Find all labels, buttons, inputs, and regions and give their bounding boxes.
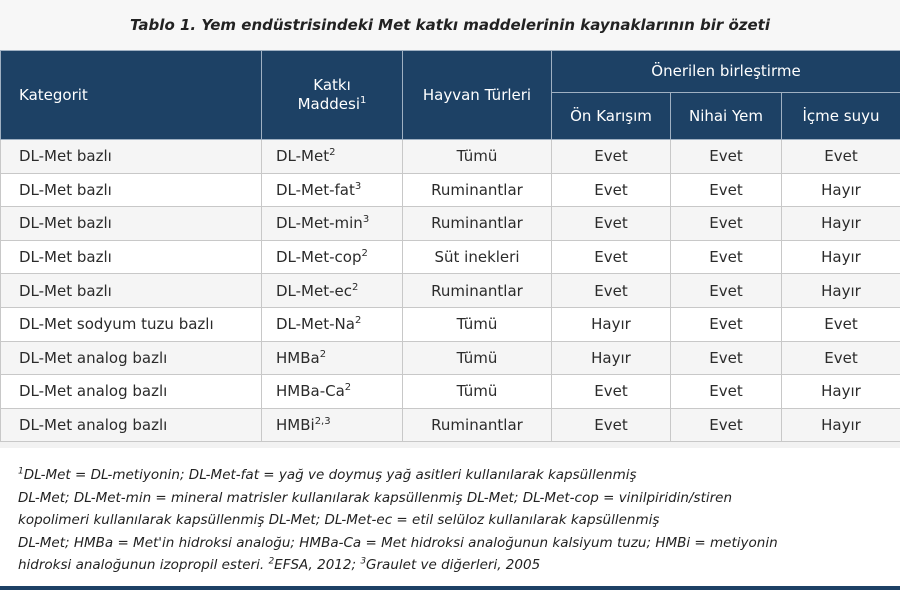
footnote-line-4: DL-Met; HMBa = Met'in hidroksi analoğu; HMBa-Ca = Met hidroksi analoğunun kalsiyum tuzu; HMBi = metiyonin — [18, 534, 778, 551]
cell-on-karisim — [552, 341, 671, 375]
cell-katki-text: DL-Met-cop — [276, 248, 362, 267]
table-row — [1, 408, 900, 442]
cell-nihai-yem-text: Evet — [709, 147, 743, 166]
cell-nihai-yem-text: Evet — [709, 214, 743, 233]
footnote-text-5b: EFSA, 2012; — [274, 557, 361, 573]
table-row — [1, 274, 900, 308]
cell-kategori — [1, 207, 262, 241]
cell-icme-suyu-text: Hayır — [821, 416, 861, 435]
cell-kategori-text: DL-Met analog bazlı — [19, 416, 168, 435]
header-onerilen-birlestirme: Önerilen birleştirme — [552, 51, 900, 93]
table-row — [1, 307, 900, 341]
cell-nihai-yem-text: Evet — [709, 248, 743, 267]
footnote-line-1 — [18, 464, 882, 487]
cell-nihai-yem — [671, 207, 782, 241]
header-kategori: Kategorit — [1, 51, 262, 140]
bottom-rule — [0, 586, 900, 590]
cell-icme-suyu — [782, 140, 900, 174]
cell-on-karisim-text: Evet — [594, 180, 628, 199]
cell-katki-sup: 3 — [354, 180, 362, 192]
cell-icme-suyu — [782, 173, 900, 207]
table-body — [1, 140, 900, 442]
cell-hayvan — [403, 240, 552, 274]
cell-katki-sup: 2 — [354, 315, 362, 327]
cell-on-karisim-text: Hayır — [591, 315, 631, 334]
cell-katki — [262, 408, 403, 442]
cell-on-karisim — [552, 240, 671, 274]
cell-kategori — [1, 240, 262, 274]
cell-katki — [262, 173, 403, 207]
cell-nihai-yem-text: Evet — [709, 315, 743, 334]
footnote-text-5a: hidroksi analoğunun izopropil esteri. — [18, 557, 269, 573]
cell-katki — [262, 341, 403, 375]
cell-katki-text: HMBa-Ca — [276, 382, 345, 401]
cell-nihai-yem — [671, 274, 782, 308]
methionine-additives-table — [0, 50, 900, 442]
cell-katki — [262, 274, 403, 308]
cell-nihai-yem-text: Evet — [709, 281, 743, 300]
cell-katki-text: DL-Met-fat — [276, 180, 355, 199]
cell-icme-suyu — [782, 408, 900, 442]
cell-icme-suyu-text: Hayır — [821, 180, 861, 199]
header-katki-line2: Maddesi — [297, 95, 360, 113]
cell-hayvan-text: Ruminantlar — [431, 180, 523, 199]
cell-icme-suyu-text: Evet — [824, 315, 858, 334]
cell-kategori — [1, 173, 262, 207]
cell-icme-suyu-text: Hayır — [821, 214, 861, 233]
table-row — [1, 341, 900, 375]
cell-kategori-text: DL-Met bazlı — [19, 281, 112, 300]
cell-nihai-yem-text: Evet — [709, 416, 743, 435]
table-row — [1, 173, 900, 207]
cell-hayvan — [403, 375, 552, 409]
cell-icme-suyu-text: Hayır — [821, 248, 861, 267]
cell-on-karisim-text: Evet — [594, 248, 628, 267]
cell-icme-suyu-text: Hayır — [821, 281, 861, 300]
cell-nihai-yem-text: Evet — [709, 180, 743, 199]
footnote-sup-2: 2 — [268, 556, 275, 567]
cell-nihai-yem — [671, 341, 782, 375]
cell-katki-sup: 2 — [361, 248, 368, 260]
header-on-karisim: Ön Karışım — [552, 93, 671, 140]
cell-on-karisim-text: Hayır — [591, 348, 631, 367]
cell-hayvan — [403, 140, 552, 174]
cell-katki-sup: 2 — [344, 382, 352, 394]
cell-katki-sup: 2 — [352, 281, 359, 293]
cell-kategori — [1, 408, 262, 442]
cell-hayvan-text: Ruminantlar — [431, 416, 523, 435]
cell-nihai-yem — [671, 173, 782, 207]
footnote-line-3: kopolimeri kullanılarak kapsüllenmiş DL-Met; DL-Met-ec = etil selüloz kullanılarak kapsüllenmiş — [18, 512, 660, 528]
cell-on-karisim — [552, 140, 671, 174]
cell-katki — [262, 207, 403, 241]
table-row — [1, 240, 900, 274]
cell-kategori-text: DL-Met bazlı — [19, 214, 112, 233]
cell-kategori-text: DL-Met bazlı — [19, 147, 112, 166]
cell-katki — [262, 375, 403, 409]
cell-katki — [262, 240, 403, 274]
cell-kategori-text: DL-Met analog bazlı — [19, 348, 168, 367]
table-row — [1, 207, 900, 241]
cell-on-karisim-text: Evet — [594, 214, 628, 233]
cell-katki-text: DL-Met-min — [276, 214, 363, 233]
cell-on-karisim — [552, 307, 671, 341]
cell-katki-text: DL-Met — [276, 147, 330, 166]
cell-hayvan-text: Ruminantlar — [431, 281, 523, 300]
cell-katki-text: HMBi — [276, 416, 315, 435]
cell-katki — [262, 140, 403, 174]
cell-hayvan-text: Süt inekleri — [434, 248, 520, 267]
cell-on-karisim-text: Evet — [594, 416, 628, 435]
footnote-text-5c: Graulet ve diğerleri, 2005 — [366, 557, 541, 573]
cell-hayvan-text: Tümü — [456, 348, 498, 367]
cell-nihai-yem-text: Evet — [709, 348, 743, 367]
cell-katki-text: DL-Met-Na — [276, 315, 355, 334]
cell-on-karisim — [552, 375, 671, 409]
cell-on-karisim — [552, 274, 671, 308]
cell-kategori-text: DL-Met analog bazlı — [19, 382, 168, 401]
cell-katki-text: DL-Met-ec — [276, 281, 352, 300]
cell-nihai-yem — [671, 307, 782, 341]
footnote-text-1: DL-Met = DL-metiyonin; DL-Met-fat = yağ ve doymuş yağ asitleri kullanılarak kapsüllenmiş — [23, 467, 637, 483]
cell-katki-sup: 2,3 — [314, 416, 331, 428]
header-icme-suyu: İçme suyu — [782, 93, 900, 140]
cell-hayvan — [403, 173, 552, 207]
table-row — [1, 375, 900, 409]
cell-hayvan — [403, 307, 552, 341]
cell-hayvan-text: Tümü — [456, 382, 498, 401]
cell-kategori — [1, 274, 262, 308]
table-title: Tablo 1. Yem endüstrisindeki Met katkı maddelerinin kaynaklarının bir özeti — [0, 0, 900, 50]
cell-kategori-text: DL-Met sodyum tuzu bazlı — [19, 315, 214, 334]
footnote — [0, 448, 900, 586]
cell-hayvan-text: Tümü — [456, 147, 498, 166]
cell-nihai-yem — [671, 140, 782, 174]
cell-icme-suyu-text: Evet — [824, 348, 858, 367]
cell-on-karisim-text: Evet — [594, 147, 628, 166]
cell-on-karisim — [552, 173, 671, 207]
cell-hayvan-text: Tümü — [456, 315, 498, 334]
cell-hayvan — [403, 408, 552, 442]
footnote-line-5 — [18, 554, 882, 577]
cell-icme-suyu — [782, 375, 900, 409]
header-katki-maddesi — [262, 51, 403, 140]
cell-hayvan — [403, 274, 552, 308]
cell-hayvan — [403, 207, 552, 241]
cell-kategori — [1, 140, 262, 174]
header-hayvan-turleri: Hayvan Türleri — [403, 51, 552, 140]
cell-kategori — [1, 375, 262, 409]
cell-icme-suyu — [782, 307, 900, 341]
cell-icme-suyu — [782, 341, 900, 375]
cell-kategori-text: DL-Met bazlı — [19, 248, 112, 267]
cell-on-karisim — [552, 207, 671, 241]
cell-nihai-yem-text: Evet — [709, 382, 743, 401]
cell-katki-text: HMBa — [276, 348, 320, 367]
cell-hayvan — [403, 341, 552, 375]
cell-kategori — [1, 307, 262, 341]
cell-icme-suyu — [782, 207, 900, 241]
cell-katki-sup: 2 — [319, 348, 327, 360]
header-katki-sup: 1 — [360, 95, 367, 106]
footnote-line-2: DL-Met; DL-Met-min = mineral matrisler kullanılarak kapsüllenmiş DL-Met; DL-Met-cop = vinilpiridin/stiren — [18, 489, 733, 506]
cell-katki — [262, 307, 403, 341]
cell-nihai-yem — [671, 240, 782, 274]
cell-icme-suyu — [782, 240, 900, 274]
cell-hayvan-text: Ruminantlar — [431, 214, 523, 233]
cell-icme-suyu-text: Hayır — [821, 382, 861, 401]
cell-kategori — [1, 341, 262, 375]
cell-on-karisim-text: Evet — [594, 382, 628, 401]
footnote-sup-1: 1 — [18, 466, 24, 477]
cell-icme-suyu-text: Evet — [824, 147, 858, 166]
header-katki-line1: Katkı — [313, 76, 351, 95]
footnote-sup-3: 3 — [360, 556, 367, 567]
cell-on-karisim-text: Evet — [594, 281, 628, 300]
cell-icme-suyu — [782, 274, 900, 308]
cell-katki-sup: 3 — [362, 214, 370, 226]
cell-kategori-text: DL-Met bazlı — [19, 180, 112, 199]
cell-nihai-yem — [671, 408, 782, 442]
cell-nihai-yem — [671, 375, 782, 409]
table-row — [1, 140, 900, 174]
header-nihai-yem: Nihai Yem — [671, 93, 782, 140]
cell-on-karisim — [552, 408, 671, 442]
cell-katki-sup: 2 — [329, 147, 336, 159]
